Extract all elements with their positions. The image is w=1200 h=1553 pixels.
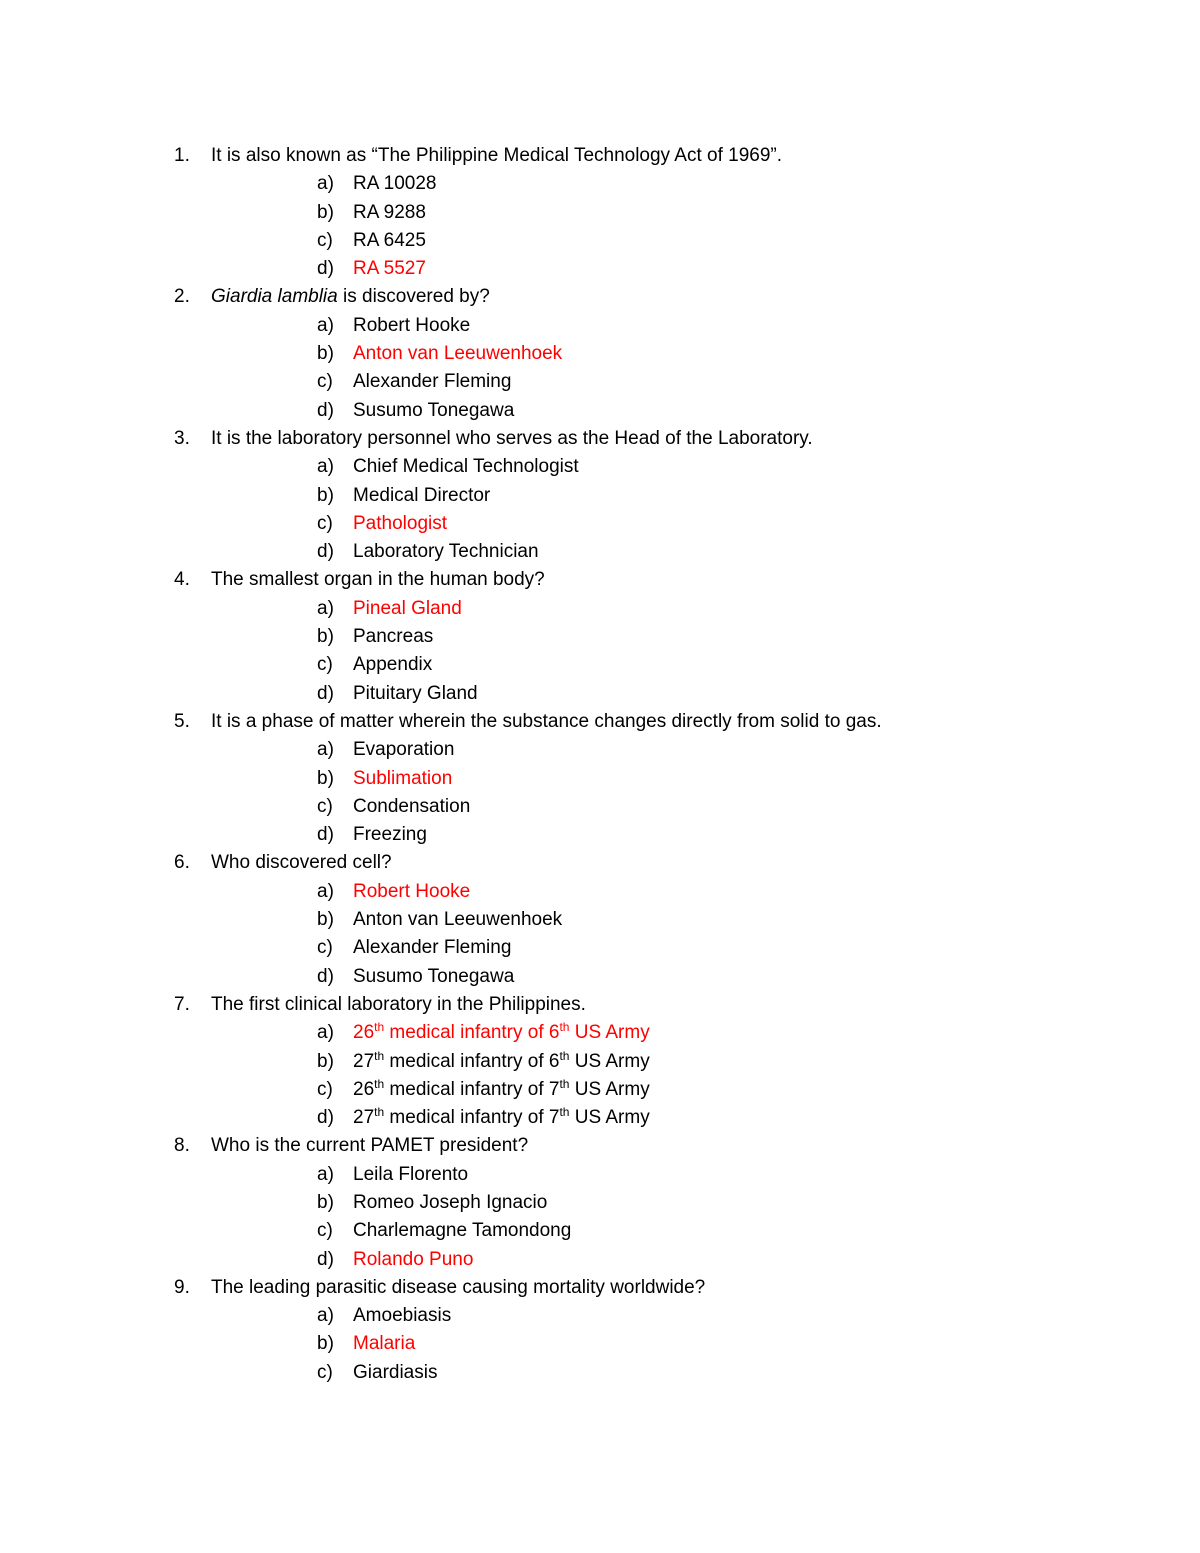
question-text <box>211 708 882 736</box>
option <box>0 1048 1200 1076</box>
question-9 <box>0 1274 1200 1302</box>
option-text-part: US Army <box>569 1050 650 1072</box>
option-text: Robert Hooke <box>353 880 471 902</box>
option-text-part: medical infantry of 6 <box>384 1022 560 1044</box>
question-5 <box>0 708 1200 736</box>
option-letter: a) <box>317 1022 334 1044</box>
question-text <box>211 425 813 453</box>
question-text-body: is discovered by? <box>337 286 490 308</box>
option-text: RA 6425 <box>353 229 426 251</box>
question-text-body: The first clinical laboratory in the Philippines. <box>211 993 586 1015</box>
option-letter: b) <box>317 1050 334 1072</box>
option-text <box>353 1019 650 1047</box>
option-letter: a) <box>317 739 334 761</box>
question-text <box>211 1132 528 1160</box>
option <box>0 1189 1200 1217</box>
question-number: 5. <box>174 710 190 732</box>
option-correct-answer <box>0 1246 1200 1274</box>
option-letter: c) <box>317 937 333 959</box>
option-text: Giardiasis <box>353 1361 438 1383</box>
option-text-part: medical infantry of 7 <box>384 1107 560 1129</box>
option-text: Susumo Tonegawa <box>353 399 515 421</box>
option-text-part: US Army <box>569 1107 650 1129</box>
ordinal-suffix: th <box>559 1048 570 1063</box>
option <box>0 651 1200 679</box>
option-letter: a) <box>317 597 334 619</box>
option <box>0 736 1200 764</box>
option-text: Pathologist <box>353 512 448 534</box>
option-text: Condensation <box>353 795 471 817</box>
option-text: Alexander Fleming <box>353 937 512 959</box>
option-correct-answer <box>0 878 1200 906</box>
option-correct-answer <box>0 765 1200 793</box>
option-letter: d) <box>317 965 334 987</box>
option-letter: a) <box>317 1163 334 1185</box>
option-text: Anton van Leeuwenhoek <box>353 909 563 931</box>
option-letter: d) <box>317 1107 334 1129</box>
option-letter: b) <box>317 767 334 789</box>
option-letter: b) <box>317 343 334 365</box>
option-text: Charlemagne Tamondong <box>353 1220 572 1242</box>
ordinal-suffix: th <box>559 1105 570 1120</box>
option-text: RA 10028 <box>353 173 437 195</box>
question-number: 2. <box>174 286 190 308</box>
option-letter: b) <box>317 1333 334 1355</box>
option <box>0 934 1200 962</box>
option <box>0 821 1200 849</box>
ordinal-suffix: th <box>374 1076 385 1091</box>
option-letter: c) <box>317 1220 333 1242</box>
option-text: Malaria <box>353 1333 416 1355</box>
option-correct-answer <box>0 340 1200 368</box>
option-text: Sublimation <box>353 767 453 789</box>
question-8 <box>0 1132 1200 1160</box>
question-text-body: It is a phase of matter wherein the substance changes directly from solid to gas. <box>211 710 882 732</box>
option-text: Laboratory Technician <box>353 541 539 563</box>
question-text-body: The leading parasitic disease causing mortality worldwide? <box>211 1276 706 1298</box>
question-text-body: It is the laboratory personnel who serves as the Head of the Laboratory. <box>211 427 813 449</box>
option-letter: d) <box>317 682 334 704</box>
option-text: Appendix <box>353 654 433 676</box>
question-text-body: It is also known as “The Philippine Medical Technology Act of 1969”. <box>211 145 783 166</box>
option <box>0 793 1200 821</box>
ordinal-suffix: th <box>374 1020 385 1035</box>
option-letter: b) <box>317 909 334 931</box>
question-text <box>211 849 392 877</box>
option-letter: a) <box>317 456 334 478</box>
question-text <box>211 991 586 1019</box>
option <box>0 623 1200 651</box>
question-text <box>211 566 545 594</box>
question-text <box>211 142 782 170</box>
option-letter: d) <box>317 399 334 421</box>
option <box>0 199 1200 227</box>
option-letter: c) <box>317 1078 333 1100</box>
option-text: RA 5527 <box>353 258 426 280</box>
option-text: Leila Florento <box>353 1163 469 1185</box>
option-text: Pineal Gland <box>353 597 462 619</box>
option-letter: c) <box>317 654 333 676</box>
option-correct-answer <box>0 595 1200 623</box>
option <box>0 1302 1200 1330</box>
question-7 <box>0 991 1200 1019</box>
option-text: Pituitary Gland <box>353 682 478 704</box>
question-number: 4. <box>174 569 190 591</box>
option-text-part: 27 <box>353 1050 375 1072</box>
option-correct-answer <box>0 1330 1200 1358</box>
option-correct-answer <box>0 1019 1200 1047</box>
option-correct-answer <box>0 255 1200 283</box>
option-letter: c) <box>317 795 333 817</box>
option-letter: c) <box>317 371 333 393</box>
option-text: Romeo Joseph Ignacio <box>353 1191 548 1213</box>
option <box>0 1161 1200 1189</box>
option-text <box>353 1104 650 1132</box>
question-2 <box>0 283 1200 311</box>
option <box>0 482 1200 510</box>
option <box>0 1217 1200 1245</box>
option-text: RA 9288 <box>353 201 426 223</box>
option <box>0 538 1200 566</box>
option <box>0 963 1200 991</box>
option <box>0 1076 1200 1104</box>
option-letter: b) <box>317 484 334 506</box>
option-text: Chief Medical Technologist <box>353 456 579 478</box>
option-letter: a) <box>317 1305 334 1327</box>
option-letter: a) <box>317 314 334 336</box>
option-text-part: US Army <box>569 1078 650 1100</box>
question-number: 8. <box>174 1135 190 1157</box>
question-text <box>211 283 490 311</box>
question-4 <box>0 566 1200 594</box>
option <box>0 397 1200 425</box>
option <box>0 170 1200 198</box>
question-6 <box>0 849 1200 877</box>
question-number: 6. <box>174 852 190 874</box>
question-3 <box>0 425 1200 453</box>
question-1 <box>0 142 1200 170</box>
question-text-body: Who discovered cell? <box>211 852 392 874</box>
option <box>0 227 1200 255</box>
option-text-part: US Army <box>569 1022 650 1044</box>
option-letter: b) <box>317 626 334 648</box>
quiz-list <box>0 142 1200 1387</box>
option-text: Pancreas <box>353 626 434 648</box>
option-text: Susumo Tonegawa <box>353 965 515 987</box>
option-letter: c) <box>317 1361 333 1383</box>
option-text: Medical Director <box>353 484 491 506</box>
question-text <box>211 1274 705 1302</box>
option-text <box>353 1048 650 1076</box>
option <box>0 312 1200 340</box>
option-letter: a) <box>317 880 334 902</box>
option-text-part: 27 <box>353 1107 375 1129</box>
option-letter: d) <box>317 258 334 280</box>
question-number: 3. <box>174 427 190 449</box>
option-letter: b) <box>317 1191 334 1213</box>
question-number: 9. <box>174 1276 190 1298</box>
option-text-part: medical infantry of 6 <box>384 1050 560 1072</box>
question-number: 1. <box>174 145 190 166</box>
option-text-part: medical infantry of 7 <box>384 1078 560 1100</box>
option-letter: d) <box>317 1248 334 1270</box>
option-letter: b) <box>317 201 334 223</box>
option <box>0 680 1200 708</box>
option-text-part: 26 <box>353 1022 375 1044</box>
option-text: Freezing <box>353 824 427 846</box>
option-text: Robert Hooke <box>353 314 471 336</box>
option-text: Rolando Puno <box>353 1248 474 1270</box>
option <box>0 1104 1200 1132</box>
option-letter: c) <box>317 229 333 251</box>
option-text: Alexander Fleming <box>353 371 512 393</box>
ordinal-suffix: th <box>374 1105 385 1120</box>
option-text: Amoebiasis <box>353 1305 452 1327</box>
option-text-part: 26 <box>353 1078 375 1100</box>
option-letter: d) <box>317 541 334 563</box>
option-letter: a) <box>317 173 334 195</box>
question-text-body: The smallest organ in the human body? <box>211 569 545 591</box>
question-text-body: Who is the current PAMET president? <box>211 1135 529 1157</box>
ordinal-suffix: th <box>559 1020 570 1035</box>
question-italic-term: Giardia lamblia <box>211 286 338 308</box>
option-letter: c) <box>317 512 333 534</box>
option-text <box>353 1076 650 1104</box>
option-text: Anton van Leeuwenhoek <box>353 343 563 365</box>
option-correct-answer <box>0 510 1200 538</box>
option <box>0 906 1200 934</box>
ordinal-suffix: th <box>559 1076 570 1091</box>
option-text: Evaporation <box>353 739 455 761</box>
option-letter: d) <box>317 824 334 846</box>
option <box>0 368 1200 396</box>
ordinal-suffix: th <box>374 1048 385 1063</box>
option <box>0 453 1200 481</box>
question-number: 7. <box>174 993 190 1015</box>
option <box>0 1359 1200 1387</box>
